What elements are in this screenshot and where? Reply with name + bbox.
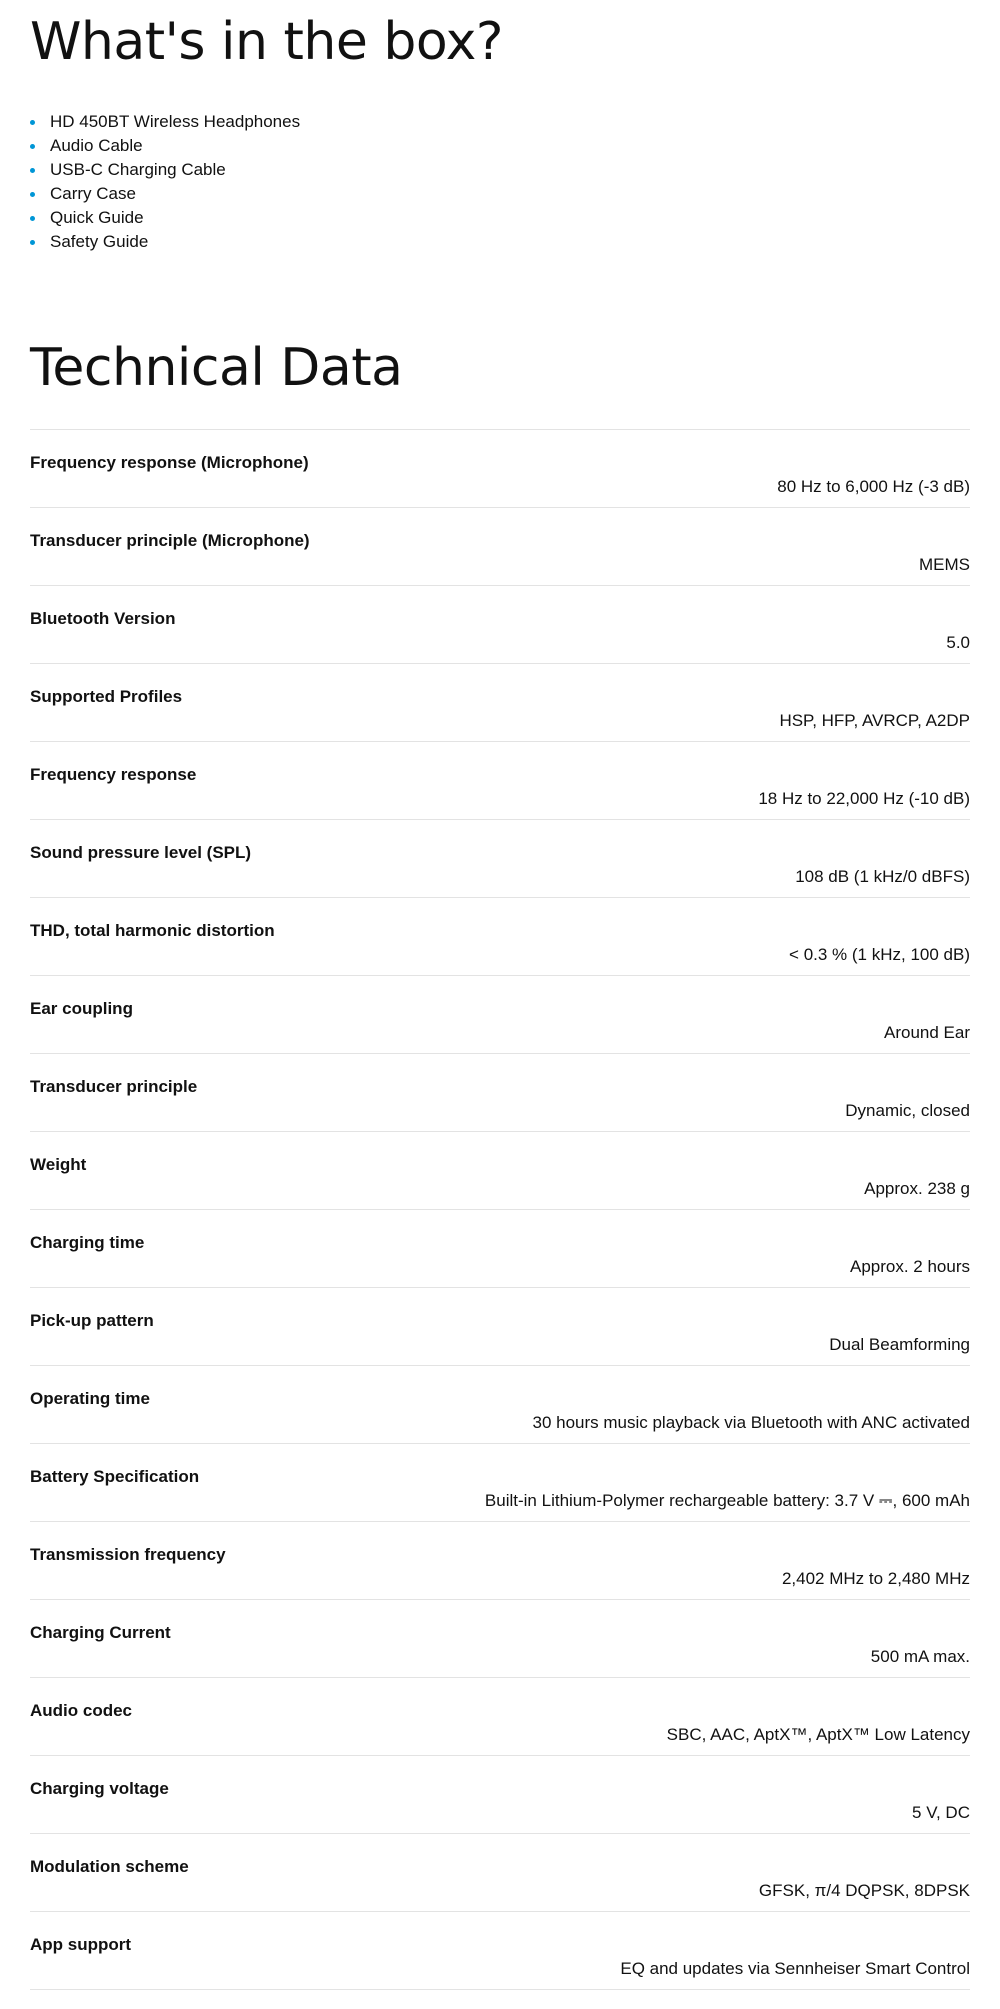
list-item-label: Safety Guide: [50, 232, 149, 251]
spec-row: [30, 664, 970, 742]
bullet-icon: [30, 216, 35, 221]
spec-value: MEMS: [919, 555, 970, 574]
list-item: [30, 158, 970, 182]
spec-row: [30, 1756, 970, 1834]
box-contents-list: [30, 110, 970, 254]
technical-data-heading: Technical Data: [30, 338, 403, 398]
spec-label: Battery Specification: [30, 1467, 200, 1486]
list-item: [30, 110, 970, 134]
list-item: [30, 134, 970, 158]
spec-label: Weight: [30, 1155, 87, 1174]
spec-value: 30 hours music playback via Bluetooth with ANC activated: [532, 1413, 970, 1432]
spec-label: Transducer principle: [30, 1077, 198, 1096]
spec-value: Built-in Lithium-Polymer rechargeable battery: 3.7 V ⎓, 600 mAh: [484, 1491, 970, 1510]
spec-row: [30, 898, 970, 976]
technical-data-table: [30, 429, 970, 1990]
spec-label: THD, total harmonic distortion: [30, 921, 275, 940]
bullet-icon: [30, 192, 35, 197]
bullet-icon: [30, 240, 35, 245]
spec-label: Modulation scheme: [30, 1857, 189, 1876]
product-details-page: [30, 0, 970, 1978]
spec-label: Charging time: [30, 1233, 145, 1252]
bullet-icon: [30, 120, 35, 125]
spec-row: [30, 1054, 970, 1132]
spec-value: GFSK, π/4 DQPSK, 8DPSK: [758, 1881, 970, 1900]
spec-row: [30, 1288, 970, 1366]
spec-value: Dual Beamforming: [829, 1335, 970, 1354]
list-item: [30, 182, 970, 206]
spec-row: [30, 1132, 970, 1210]
spec-label: Transducer principle (Microphone): [30, 531, 310, 550]
spec-value: 18 Hz to 22,000 Hz (-10 dB): [758, 789, 970, 808]
spec-value: SBC, AAC, AptX™, AptX™ Low Latency: [666, 1725, 970, 1744]
spec-row: [30, 742, 970, 820]
spec-label: Transmission frequency: [30, 1545, 226, 1564]
spec-label: Audio codec: [30, 1701, 133, 1720]
spec-value: 80 Hz to 6,000 Hz (-3 dB): [777, 477, 970, 496]
whats-in-the-box-heading: What's in the box?: [30, 12, 503, 72]
spec-row: [30, 1210, 970, 1288]
spec-label: Pick-up pattern: [30, 1311, 154, 1330]
spec-value: Dynamic, closed: [845, 1101, 970, 1120]
spec-value: Around Ear: [884, 1023, 970, 1042]
list-item-label: HD 450BT Wireless Headphones: [50, 112, 301, 131]
list-item-label: USB-C Charging Cable: [50, 160, 226, 179]
spec-value: Approx. 2 hours: [849, 1257, 970, 1276]
spec-value: 5 V, DC: [912, 1803, 970, 1822]
spec-value: 500 mA max.: [870, 1647, 970, 1666]
spec-value: < 0.3 % (1 kHz, 100 dB): [789, 945, 970, 964]
spec-label: Sound pressure level (SPL): [30, 843, 252, 862]
spec-row: [30, 1444, 970, 1522]
spec-label: Charging voltage: [30, 1779, 169, 1798]
spec-row: [30, 586, 970, 664]
spec-label: Supported Profiles: [30, 687, 183, 706]
spec-value: EQ and updates via Sennheiser Smart Control: [620, 1959, 970, 1978]
spec-row: [30, 1834, 970, 1912]
spec-label: Frequency response (Microphone): [30, 453, 309, 472]
spec-value: Approx. 238 g: [864, 1179, 970, 1198]
list-item: [30, 230, 970, 254]
spec-row: [30, 1678, 970, 1756]
list-item-label: Audio Cable: [50, 136, 143, 155]
spec-value: 108 dB (1 kHz/0 dBFS): [795, 867, 970, 886]
spec-label: Bluetooth Version: [30, 609, 176, 628]
spec-row: [30, 1912, 970, 1990]
spec-label: Frequency response: [30, 765, 197, 784]
spec-value: HSP, HFP, AVRCP, A2DP: [779, 711, 970, 730]
spec-row: [30, 820, 970, 898]
list-item: [30, 206, 970, 230]
spec-row: [30, 1366, 970, 1444]
spec-row: [30, 430, 970, 508]
spec-value: 2,402 MHz to 2,480 MHz: [781, 1569, 970, 1588]
spec-label: Operating time: [30, 1389, 150, 1408]
spec-label: Ear coupling: [30, 999, 133, 1018]
spec-row: [30, 1600, 970, 1678]
spec-row: [30, 1522, 970, 1600]
list-item-label: Carry Case: [50, 184, 136, 203]
spec-label: App support: [30, 1935, 132, 1954]
spec-value: 5.0: [946, 633, 970, 652]
bullet-icon: [30, 168, 35, 173]
spec-row: [30, 976, 970, 1054]
bullet-icon: [30, 144, 35, 149]
spec-row: [30, 508, 970, 586]
list-item-label: Quick Guide: [50, 208, 144, 227]
spec-label: Charging Current: [30, 1623, 171, 1642]
